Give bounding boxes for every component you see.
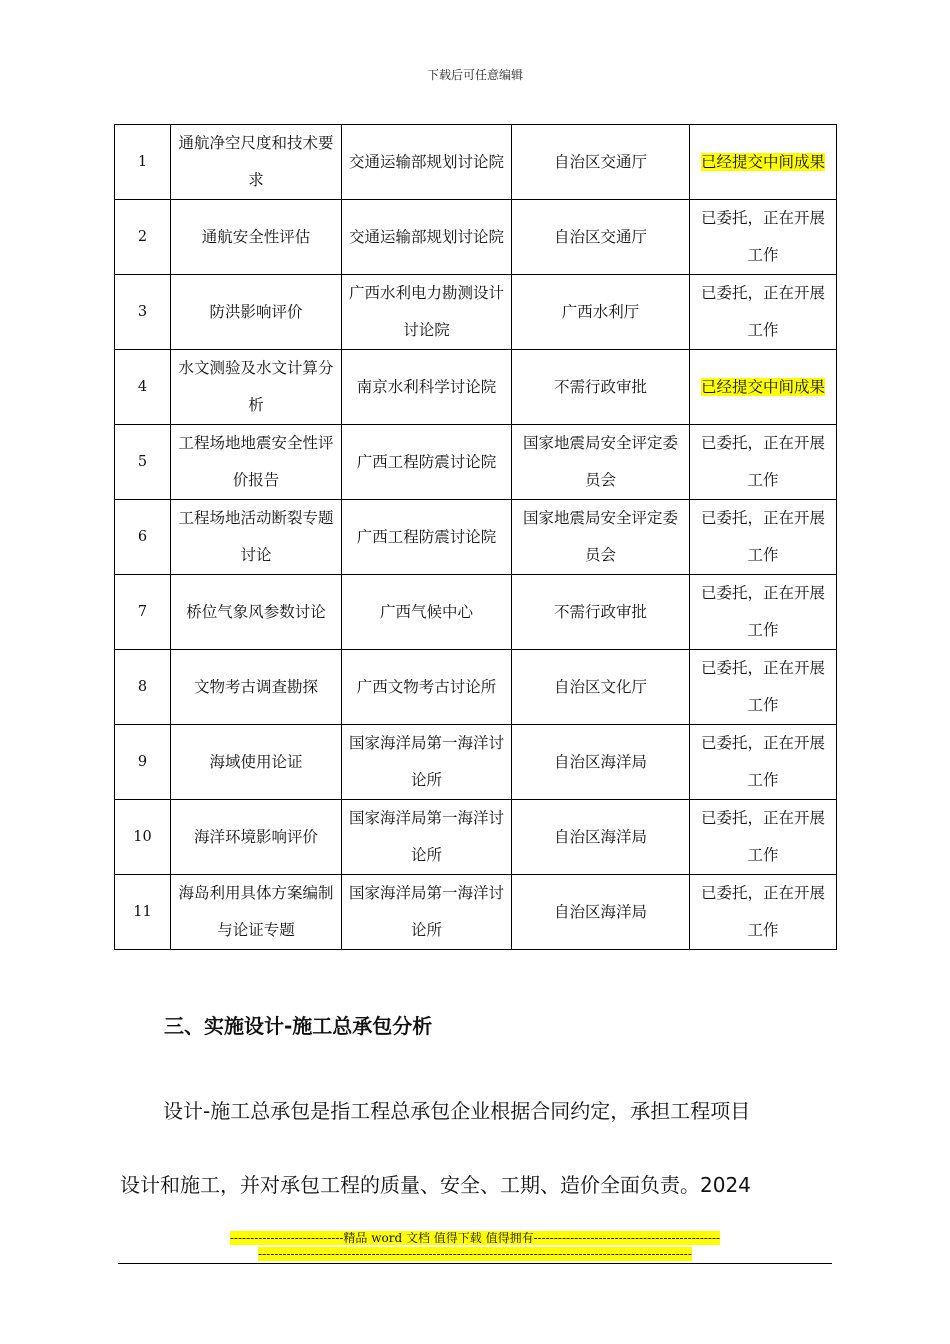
progress-status: 已委托，正在开展工作 [690,200,837,275]
approval-status-table [114,124,837,950]
undertaking-unit: 交通运输部规划讨论院 [342,125,512,200]
paragraph-line-1: 设计-施工总承包是指工程总承包企业根据合同约定，承担工程项目 [163,1099,751,1123]
progress-status: 已委托，正在开展工作 [690,500,837,575]
progress-status: 已委托，正在开展工作 [690,575,837,650]
row-number: 7 [115,575,171,650]
table-row [115,725,837,800]
table-row [115,500,837,575]
approval-authority: 自治区交通厅 [512,125,690,200]
row-number: 1 [115,125,171,200]
progress-status: 已委托，正在开展工作 [690,725,837,800]
row-number: 9 [115,725,171,800]
row-number: 8 [115,650,171,725]
table-row [115,350,837,425]
row-number: 11 [115,875,171,950]
approval-authority: 自治区海洋局 [512,725,690,800]
progress-status: 已委托，正在开展工作 [690,800,837,875]
progress-status [690,350,837,425]
progress-status: 已委托，正在开展工作 [690,650,837,725]
footer-banner-text: ----------------------------精品 word 文档 值得下载 值得拥有---------------------------------------------- [229,1231,721,1245]
progress-status: 已委托，正在开展工作 [690,875,837,950]
table-row [115,275,837,350]
table-row [115,575,837,650]
approval-authority: 不需行政审批 [512,575,690,650]
item-name: 海岛利用具体方案编制与论证专题 [171,875,342,950]
item-name: 文物考古调查勘探 [171,650,342,725]
table-row [115,875,837,950]
undertaking-unit: 南京水利科学讨论院 [342,350,512,425]
row-number: 3 [115,275,171,350]
item-name: 海洋环境影响评价 [171,800,342,875]
progress-status: 已委托，正在开展工作 [690,425,837,500]
item-name: 桥位气象风参数讨论 [171,575,342,650]
highlighted-status: 已经提交中间成果 [700,377,825,396]
undertaking-unit: 国家海洋局第一海洋讨论所 [342,800,512,875]
table-row [115,800,837,875]
undertaking-unit: 国家海洋局第一海洋讨论所 [342,875,512,950]
item-name: 通航净空尺度和技术要求 [171,125,342,200]
paragraph-line-2: 设计和施工，并对承包工程的质量、安全、工期、造价全面负责。2024 [120,1173,751,1197]
item-name: 工程场地活动断裂专题讨论 [171,500,342,575]
item-name: 水文测验及水文计算分析 [171,350,342,425]
table-row [115,125,837,200]
approval-authority: 不需行政审批 [512,350,690,425]
approval-authority: 自治区交通厅 [512,200,690,275]
approval-authority: 自治区海洋局 [512,800,690,875]
undertaking-unit: 国家海洋局第一海洋讨论所 [342,725,512,800]
item-name: 防洪影响评价 [171,275,342,350]
undertaking-unit: 广西气候中心 [342,575,512,650]
row-number: 6 [115,500,171,575]
approval-authority: 自治区文化厅 [512,650,690,725]
row-number: 4 [115,350,171,425]
page-header: 下载后可任意编辑 [426,68,523,82]
table-row [115,200,837,275]
undertaking-unit: 广西工程防震讨论院 [342,500,512,575]
highlighted-status: 已经提交中间成果 [700,152,825,171]
approval-authority: 自治区海洋局 [512,875,690,950]
undertaking-unit: 广西工程防震讨论院 [342,425,512,500]
section-heading: 三、实施设计-施工总承包分析 [164,1014,433,1038]
footer-banner [0,1230,950,1246]
footer-rule [118,1263,832,1264]
table-body [115,125,837,950]
table-row [115,650,837,725]
footer-dashes-text: ----------------------------------------------------------------------------------------------------------- [258,1247,692,1261]
row-number: 5 [115,425,171,500]
item-name: 海域使用论证 [171,725,342,800]
undertaking-unit: 交通运输部规划讨论院 [342,200,512,275]
undertaking-unit: 广西水利电力勘测设计讨论院 [342,275,512,350]
footer-dashes [0,1246,950,1262]
progress-status: 已委托，正在开展工作 [690,275,837,350]
undertaking-unit: 广西文物考古讨论所 [342,650,512,725]
approval-authority: 国家地震局安全评定委员会 [512,425,690,500]
row-number: 2 [115,200,171,275]
table-row [115,425,837,500]
progress-status [690,125,837,200]
approval-authority: 广西水利厅 [512,275,690,350]
item-name: 通航安全性评估 [171,200,342,275]
row-number: 10 [115,800,171,875]
approval-authority: 国家地震局安全评定委员会 [512,500,690,575]
item-name: 工程场地地震安全性评价报告 [171,425,342,500]
body-paragraph [120,1074,830,1222]
